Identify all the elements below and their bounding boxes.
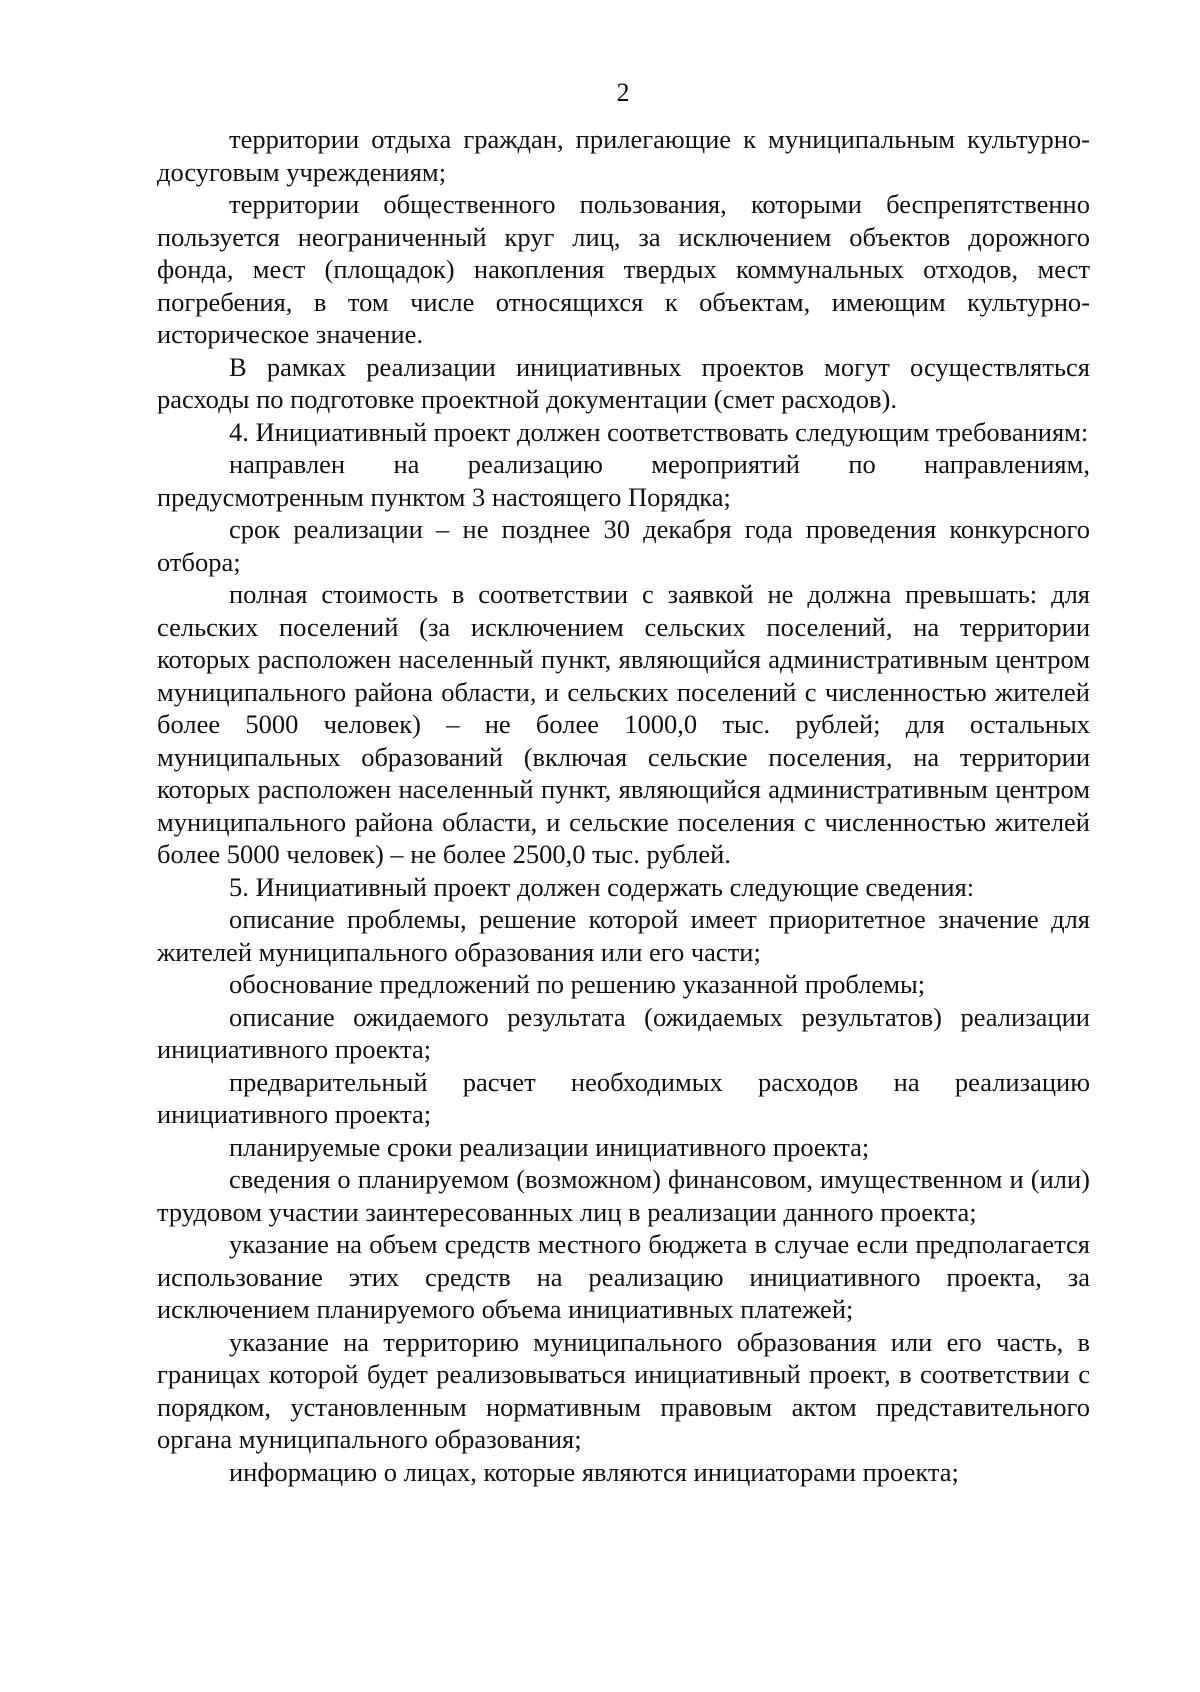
paragraph: территории общественного пользования, которыми беспрепятственно пользуется неограниченный круг лиц, за исключением объектов дорожного фонда, мест (площадок) накопления твердых коммунальных отходов, мест погребения, в том числе относящихся к объектам, имеющим культурно-историческое значение.: [157, 189, 1090, 349]
paragraph: информацию о лицах, которые являются инициаторами проекта;: [229, 1456, 959, 1487]
paragraph: В рамках реализации инициативных проектов могут осуществляться расходы по подготовке проектной документации (смет расходов).: [157, 351, 1090, 414]
paragraph: территории отдыха граждан, прилегающие к муниципальным культурно-досуговым учреждениям;: [157, 124, 1090, 187]
paragraph: описание проблемы, решение которой имеет приоритетное значение для жителей муниципального образования или его части;: [157, 904, 1090, 967]
page-number: 2: [616, 78, 630, 107]
paragraph: срок реализации – не позднее 30 декабря года проведения конкурсного отбора;: [157, 514, 1090, 577]
document-body: [157, 123, 1090, 1488]
paragraph: указание на территорию муниципального образования или его часть, в границах которой будет реализовываться инициативный проект, в соответствии с порядком, установленным нормативным правовым актом представительного органа муниципального образования;: [157, 1326, 1090, 1454]
paragraph: 4. Инициативный проект должен соответствовать следующим требованиям:: [229, 416, 1089, 447]
paragraph: обоснование предложений по решению указанной проблемы;: [229, 969, 926, 999]
paragraph: сведения о планируемом (возможном) финансовом, имущественном и (или) трудовом участии заинтересованных лиц в реализации данного проекта;: [157, 1164, 1090, 1227]
paragraph: указание на объем средств местного бюджета в случае если предполагается использование этих средств на реализацию инициативного проекта, за исключением планируемого объема инициативных платежей;: [157, 1229, 1090, 1324]
paragraph: предварительный расчет необходимых расходов на реализацию инициативного проекта;: [157, 1066, 1090, 1129]
paragraph: направлен на реализацию мероприятий по направлениям, предусмотренным пунктом 3 настоящего Порядка;: [157, 449, 1090, 512]
paragraph: полная стоимость в соответствии с заявкой не должна превышать: для сельских поселений (за исключением сельских поселений, на территории которых расположен населенный пункт, являющийся административным центром муниципального района области, и сельских поселений с численностью жителей более 5000 человек) – не более 1000,0 тыс. рублей; для остальных муниципальных образований (включая сельские поселения, на территории которых расположен населенный пункт, являющийся административным центром муниципального района области, и сельские поселения с численностью жителей более 5000 человек) – не более 2500,0 тыс. рублей.: [157, 579, 1090, 869]
paragraph: 5. Инициативный проект должен содержать следующие сведения:: [229, 871, 975, 902]
paragraph: описание ожидаемого результата (ожидаемых результатов) реализации инициативного проекта;: [157, 1001, 1090, 1064]
paragraph: планируемые сроки реализации инициативного проекта;: [229, 1131, 870, 1162]
